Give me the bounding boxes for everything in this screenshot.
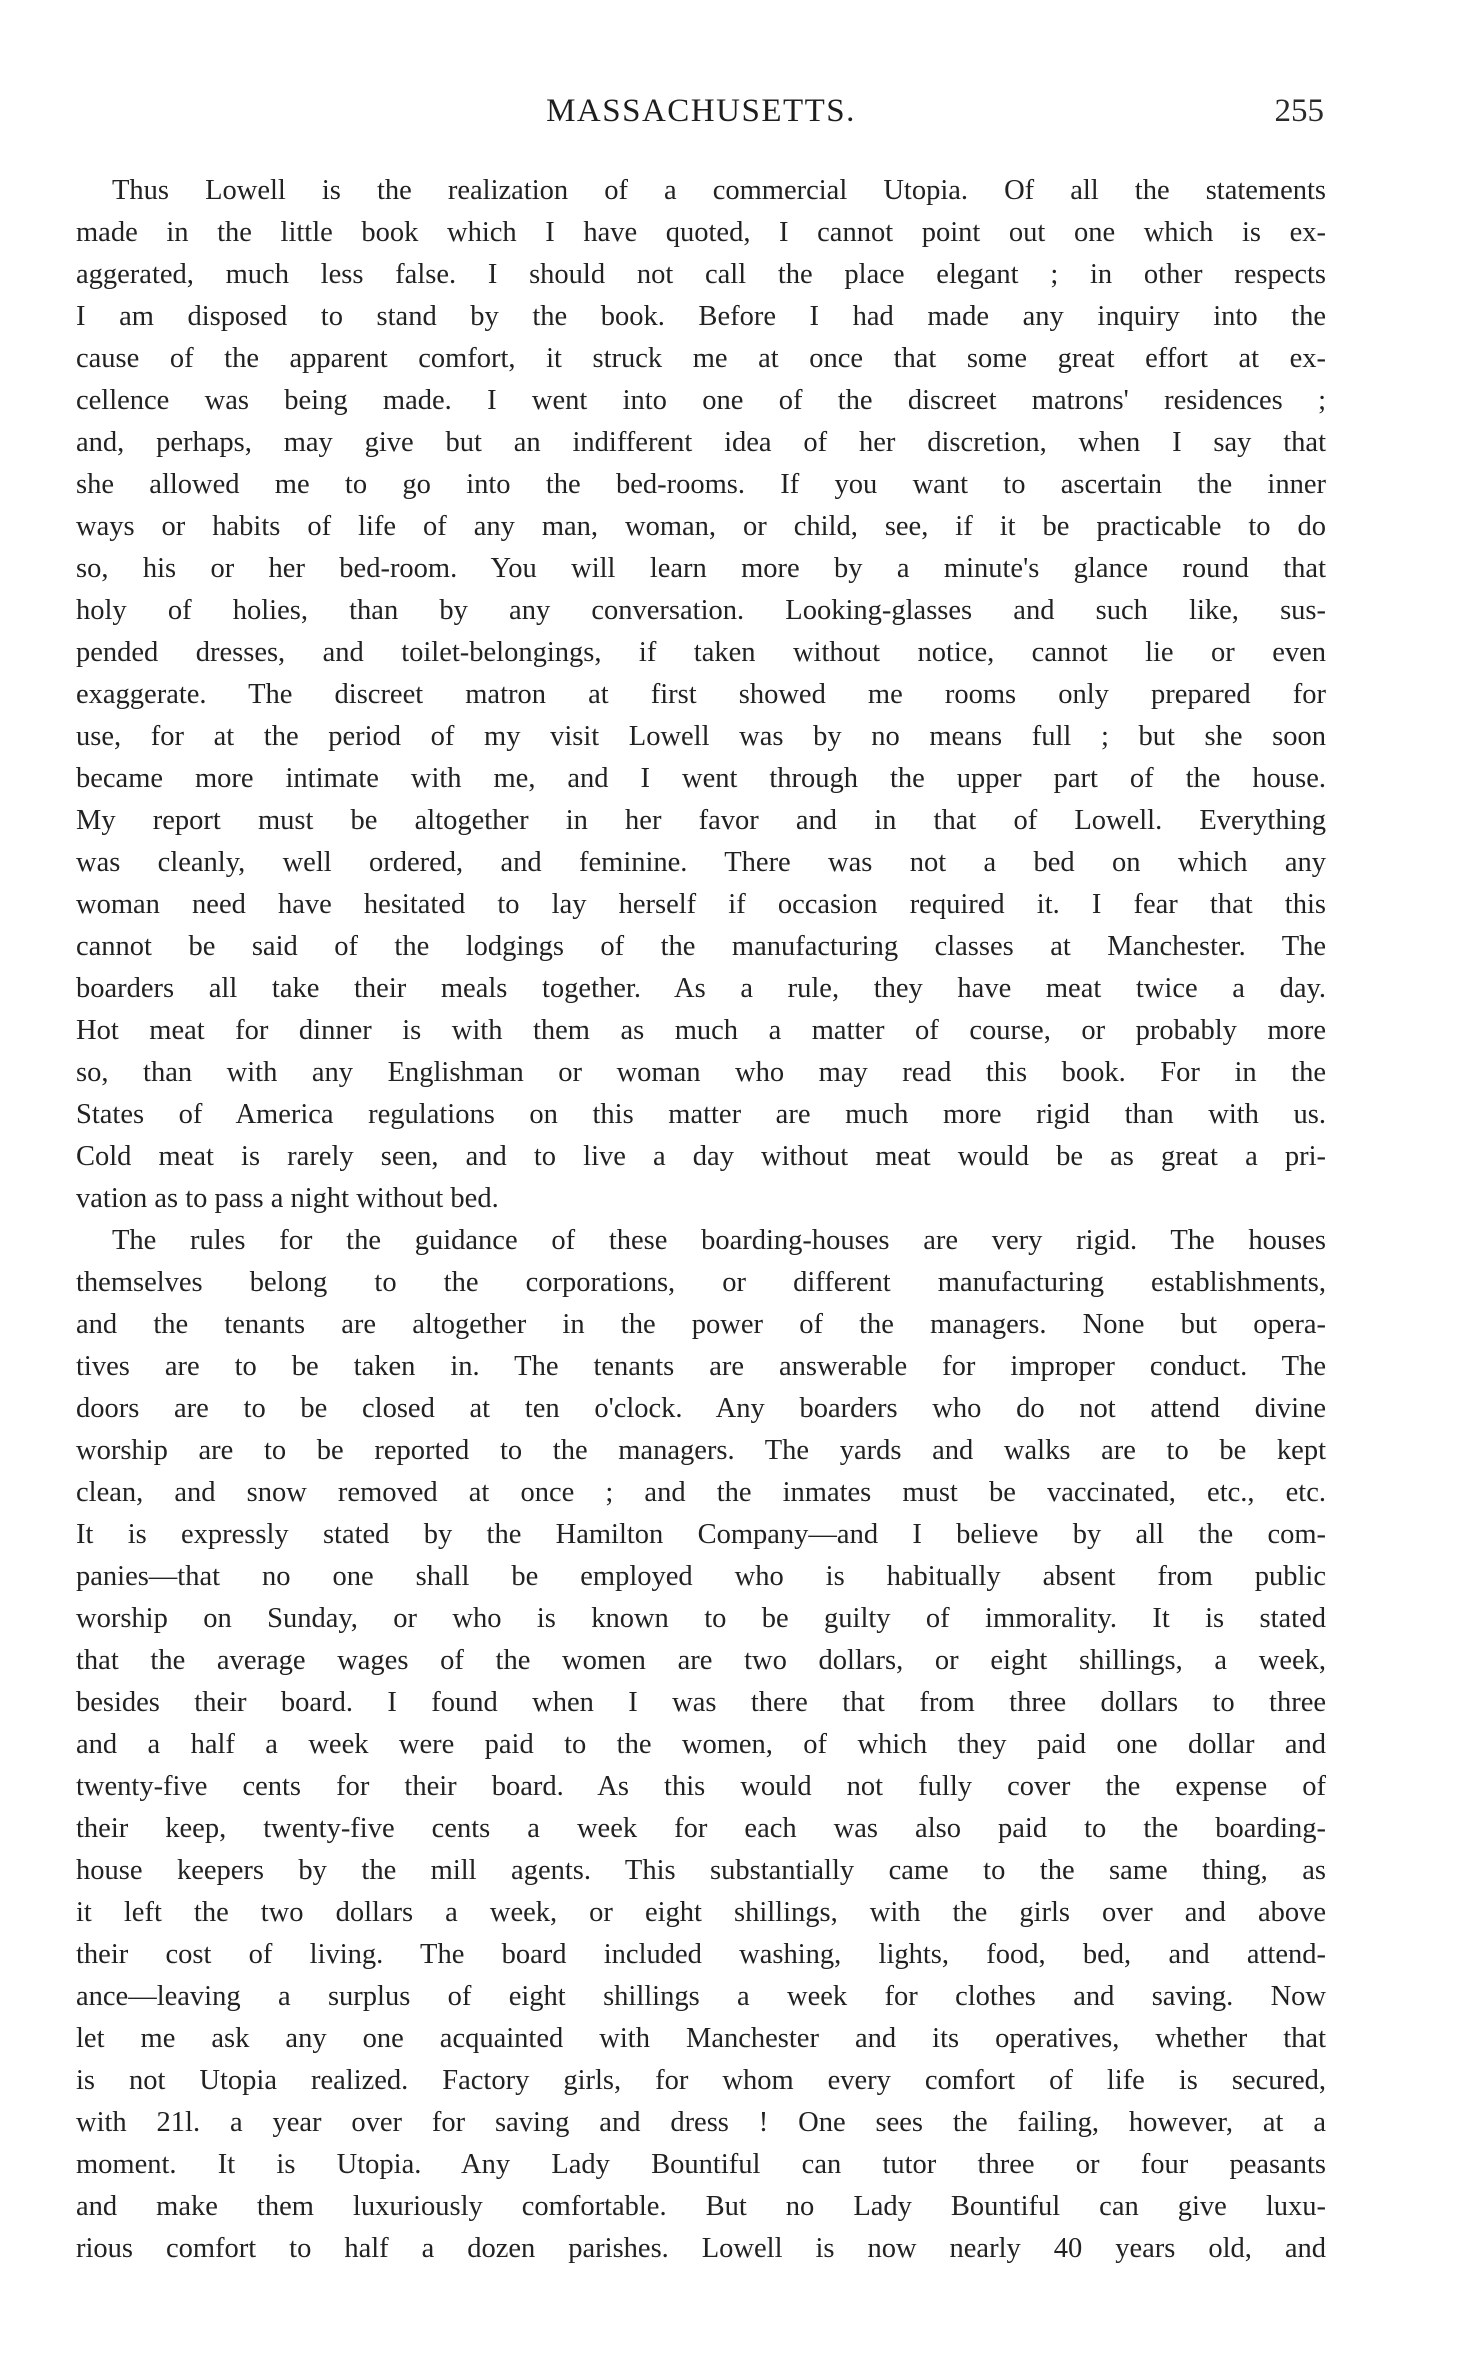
text-line: was cleanly, well ordered, and feminine. There was not a bed on which any	[76, 847, 1326, 878]
text-line: Thus Lowell is the realization of a commercial Utopia. Of all the statements	[112, 175, 1326, 206]
paragraph-2	[76, 1220, 1326, 2270]
text-line: and, perhaps, may give but an indifferent idea of her discretion, when I say that	[76, 427, 1326, 458]
text-line: she allowed me to go into the bed-rooms. If you want to ascertain the inner	[76, 469, 1326, 500]
text-line: rious comfort to half a dozen parishes. Lowell is now nearly 40 years old, and	[76, 2233, 1326, 2264]
text-line: so, than with any Englishman or woman who may read this book. For in the	[76, 1057, 1326, 1088]
text-line: Cold meat is rarely seen, and to live a day without meat would be as great a pri-	[76, 1141, 1326, 1172]
text-line: their cost of living. The board included washing, lights, food, bed, and attend-	[76, 1939, 1326, 1970]
text-line: ance—leaving a surplus of eight shillings a week for clothes and saving. Now	[76, 1981, 1326, 2012]
text-line: boarders all take their meals together. As a rule, they have meat twice a day.	[76, 973, 1326, 1004]
text-line: besides their board. I found when I was there that from three dollars to three	[76, 1687, 1326, 1718]
text-line: it left the two dollars a week, or eight shillings, with the girls over and above	[76, 1897, 1326, 1928]
text-line: aggerated, much less false. I should not call the place elegant ; in other respects	[76, 259, 1326, 290]
text-line: moment. It is Utopia. Any Lady Bountiful can tutor three or four peasants	[76, 2149, 1326, 2180]
text-line: exaggerate. The discreet matron at first showed me rooms only prepared for	[76, 679, 1326, 710]
text-line: and make them luxuriously comfortable. But no Lady Bountiful can give luxu-	[76, 2191, 1326, 2222]
text-line: My report must be altogether in her favor and in that of Lowell. Everything	[76, 805, 1326, 836]
text-line: house keepers by the mill agents. This substantially came to the same thing, as	[76, 1855, 1326, 1886]
text-line: It is expressly stated by the Hamilton Company—and I believe by all the com-	[76, 1519, 1326, 1550]
text-line: is not Utopia realized. Factory girls, for whom every comfort of life is secured,	[76, 2065, 1326, 2096]
text-line: so, his or her bed-room. You will learn more by a minute's glance round that	[76, 553, 1326, 584]
text-line: worship on Sunday, or who is known to be guilty of immorality. It is stated	[76, 1603, 1326, 1634]
text-line: themselves belong to the corporations, or different manufacturing establishments,	[76, 1267, 1326, 1298]
text-line: and a half a week were paid to the women, of which they paid one dollar and	[76, 1729, 1326, 1760]
text-line: clean, and snow removed at once ; and the inmates must be vaccinated, etc., etc.	[76, 1477, 1326, 1508]
text-line: States of America regulations on this matter are much more rigid than with us.	[76, 1099, 1326, 1130]
paragraph-1	[76, 170, 1326, 1220]
text-line: Hot meat for dinner is with them as much a matter of course, or probably more	[76, 1015, 1326, 1046]
text-line: doors are to be closed at ten o'clock. Any boarders who do not attend divine	[76, 1393, 1326, 1424]
text-line: worship are to be reported to the managers. The yards and walks are to be kept	[76, 1435, 1326, 1466]
page-number: 255	[1274, 93, 1324, 129]
text-line: cannot be said of the lodgings of the manufacturing classes at Manchester. The	[76, 931, 1326, 962]
text-line: The rules for the guidance of these boarding-houses are very rigid. The houses	[112, 1225, 1326, 1256]
text-line: vation as to pass a night without bed.	[76, 1183, 499, 1214]
text-line: panies—that no one shall be employed who is habitually absent from public	[76, 1561, 1326, 1592]
text-line: with 21l. a year over for saving and dress ! One sees the failing, however, at a	[76, 2107, 1326, 2138]
text-line: I am disposed to stand by the book. Before I had made any inquiry into the	[76, 301, 1326, 332]
text-line: use, for at the period of my visit Lowell was by no means full ; but she soon	[76, 721, 1326, 752]
text-line: and the tenants are altogether in the power of the managers. None but opera-	[76, 1309, 1326, 1340]
text-line: became more intimate with me, and I went through the upper part of the house.	[76, 763, 1326, 794]
text-line: cause of the apparent comfort, it struck me at once that some great effort at ex-	[76, 343, 1326, 374]
text-line: tives are to be taken in. The tenants are answerable for improper conduct. The	[76, 1351, 1326, 1382]
text-line: that the average wages of the women are two dollars, or eight shillings, a week,	[76, 1645, 1326, 1676]
text-line: twenty-five cents for their board. As this would not fully cover the expense of	[76, 1771, 1326, 1802]
text-line: holy of holies, than by any conversation. Looking-glasses and such like, sus-	[76, 595, 1326, 626]
running-head: MASSACHUSETTS.	[546, 93, 856, 129]
body-text	[76, 170, 1326, 2270]
text-line: woman need have hesitated to lay herself if occasion required it. I fear that this	[76, 889, 1326, 920]
text-line: pended dresses, and toilet-belongings, if taken without notice, cannot lie or even	[76, 637, 1326, 668]
page-header	[78, 88, 1324, 134]
text-line: cellence was being made. I went into one of the discreet matrons' residences ;	[76, 385, 1326, 416]
text-line: ways or habits of life of any man, woman, or child, see, if it be practicable to do	[76, 511, 1326, 542]
text-line: let me ask any one acquainted with Manchester and its operatives, whether that	[76, 2023, 1326, 2054]
text-line: made in the little book which I have quoted, I cannot point out one which is ex-	[76, 217, 1326, 248]
text-line: their keep, twenty-five cents a week for each was also paid to the boarding-	[76, 1813, 1326, 1844]
